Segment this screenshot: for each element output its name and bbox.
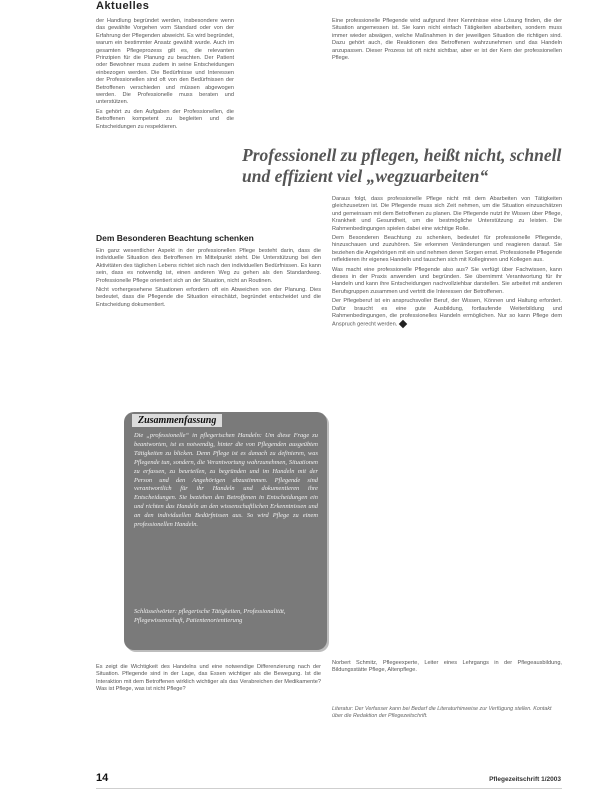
end-of-article-icon xyxy=(399,319,407,327)
paragraph: Ein ganz wesentlicher Aspekt in der professionellen Pflege besteht darin, dass die individuelle Situation des Betroffenen im Mittelpunkt steht. Die Unterstützung bei den Aktivitäten des täglichen Lebens richtet sich nach den individuellen Bedürfnissen. Es kann sein, dass es notwendig ist, einen anderen Weg zu gehen als den Standardweg. Professionelle Pflege orientiert sich an der Situation, nicht an Routinen. xyxy=(96,248,321,284)
left-bottom-column xyxy=(96,664,321,696)
right-lower-column xyxy=(332,196,562,330)
right-top-column xyxy=(332,18,562,64)
paragraph: Es zeigt die Wichtigkeit des Handelns und eine notwendige Differenzierung nach der Situation. Pflegende sind in der Lage, das Essen wichtiger als die Bewegung. Ist die Interaktion mit dem Betroffenen wirklich wichtiger als das Verabreichen der Medikamente? Was ist Pflege, was ist nicht Pflege? xyxy=(96,664,321,693)
paragraph-text: Der Pflegeberuf ist ein anspruchsvoller Beruf, der Wissen, Können und Haltung erfordert. Dafür braucht es eine gute Ausbildung, fortlaufende Weiterbildung und Rahmenbedingungen, die professionelles Handeln ermöglichen. Nur so kann Pflege dem Anspruch gerecht werden. xyxy=(332,298,562,327)
left-top-column xyxy=(96,18,234,133)
pull-quote: Professionell zu pflegen, heißt nicht, schnell und effizient viel „wegzuarbeiten“ xyxy=(242,145,562,186)
summary-title: Zusammenfassung xyxy=(132,414,222,427)
footnote: Literatur: Der Verfasser kann bei Bedarf die Literaturhinweise zur Verfügung stellen. Kontakt über die Redaktion der Pflegezeitschrift. xyxy=(332,706,552,719)
paragraph: Daraus folgt, dass professionelle Pflege nicht mit dem Abarbeiten von Tätigkeiten gleichzusetzen ist. Die Pflegende muss sich Zeit nehmen, um die Situation einzuschätzen und gemeinsam mit dem Betroffenen zu planen. Die Pflegende nutzt ihr Wissen über Pflege, Krankheit und Gesundheit, um die bestmögliche Unterstützung zu leisten. Die Rahmenbedingungen spielen dabei eine wichtige Rolle. xyxy=(332,196,562,232)
paragraph: Dem Besonderen Beachtung zu schenken, bedeutet für professionelle Pflegende, hinzuschauen und zuzuhören. Sie erkennen Veränderungen und reagieren darauf. Sie beziehen die Angehörigen mit ein und nehmen deren Sorgen ernst. Professionelle Pflegende reflektieren ihr eigenes Handeln und tauschen sich mit Kolleginnen und Kollegen aus. xyxy=(332,235,562,264)
paragraph: Es gehört zu den Aufgaben der Professionellen, die Betroffenen kompetent zu begleiten und die Entscheidungen zu respektieren. xyxy=(96,108,234,130)
paragraph: Nicht vorhergesehene Situationen erfordern oft ein Abweichen von der Planung. Dies bedeutet, dass die Pflegende die Situation einschätzt, begründet entscheidet und die Entscheidung dokumentiert. xyxy=(96,287,321,308)
section-subheading: Dem Besonderen Beachtung schenken xyxy=(96,233,254,243)
summary-text: Die „professionelle“ in pflegerischen Handeln: Um diese Frage zu beantworten, ist es notwendig, hinter die von Pflegenden ausgeübten Tätigkeiten zu blicken. Denn Pflege ist es danach zu definieren, was Pflegende tun, sondern, die Verantwortung wahrzunehmen, Situationen zu erfassen, zu beurteilen, zu begründen und im Handeln mit der Person und den Angehörigen abzustimmen. Pflegende sind verantwortlich für ihr Handeln und dokumentieren ihre Entscheidungen. Sie beziehen den Betroffenen in Entscheidungen ein und richten das Handeln an den wissenschaftlichen Erkenntnissen und an den individuellen Bedürfnissen aus. So wird Pflege zu einem professionellen Handeln. xyxy=(134,432,318,529)
left-mid-column xyxy=(96,248,321,311)
section-label: Aktuelles xyxy=(96,0,150,12)
paragraph xyxy=(332,298,562,328)
paragraph: Was macht eine professionelle Pflegende also aus? Sie verfügt über Fachwissen, kann dieses in der Praxis anwenden und begründen. Sie übernimmt Verantwortung für ihr Handeln und kann ihre Entscheidungen nachvollziehbar darstellen. Sie arbeitet mit anderen Berufsgruppen zusammen und vertritt die Interessen der Betroffenen. xyxy=(332,266,562,295)
paragraph: Norbert Schmitz, Pflegeexperte, Leiter eines Lehrgangs in der Pflegeausbildung, Bildungsstätte Pflege, Altenpflege. xyxy=(332,660,562,674)
summary-box xyxy=(124,412,327,650)
author-note xyxy=(332,660,562,677)
summary-keywords: Schlüsselwörter: pflegerische Tätigkeiten, Professionalität, Pflegewissenschaft, Patientenorientierung xyxy=(134,608,286,624)
journal-footer: Pflegezeitschrift 1/2003 xyxy=(489,776,561,783)
paragraph: der Handlung begründet werden, insbesondere wenn das gewählte Vorgehen vom Standard oder von der Erfahrung der Pflegenden abweicht. Es wird begründet, warum ein bestimmter Ansatz gewählt wurde. Auch im gesamten Pflegeprozess gilt es, die relevanten Prinzipien für die Planung zu beachten. Der Patient oder Bewohner muss zudem in seine Entscheidungen einbezogen werden. Die Bedürfnisse und Interessen der Professionellen sind oft von den Bedürfnissen der Betroffenen verschieden und müssen abgewogen werden. Die Professionelle muss beraten und unterstützen. xyxy=(96,18,234,106)
footer-divider xyxy=(96,788,562,789)
paragraph: Eine professionelle Pflegende wird aufgrund ihrer Kenntnisse eine Lösung finden, die der Situation angemessen ist. Sie kann nicht einfach Tätigkeiten abarbeiten, sondern muss immer wieder abwägen, welche Maßnahmen in der jeweiligen Situation die richtigen sind. Dazu gehört auch, die Reaktionen des Betroffenen wahrzunehmen und das Handeln anzupassen. Dieser Prozess ist oft nicht sichtbar, aber er ist der Kern der professionellen Pflege. xyxy=(332,18,562,62)
page-number: 14 xyxy=(96,772,109,784)
